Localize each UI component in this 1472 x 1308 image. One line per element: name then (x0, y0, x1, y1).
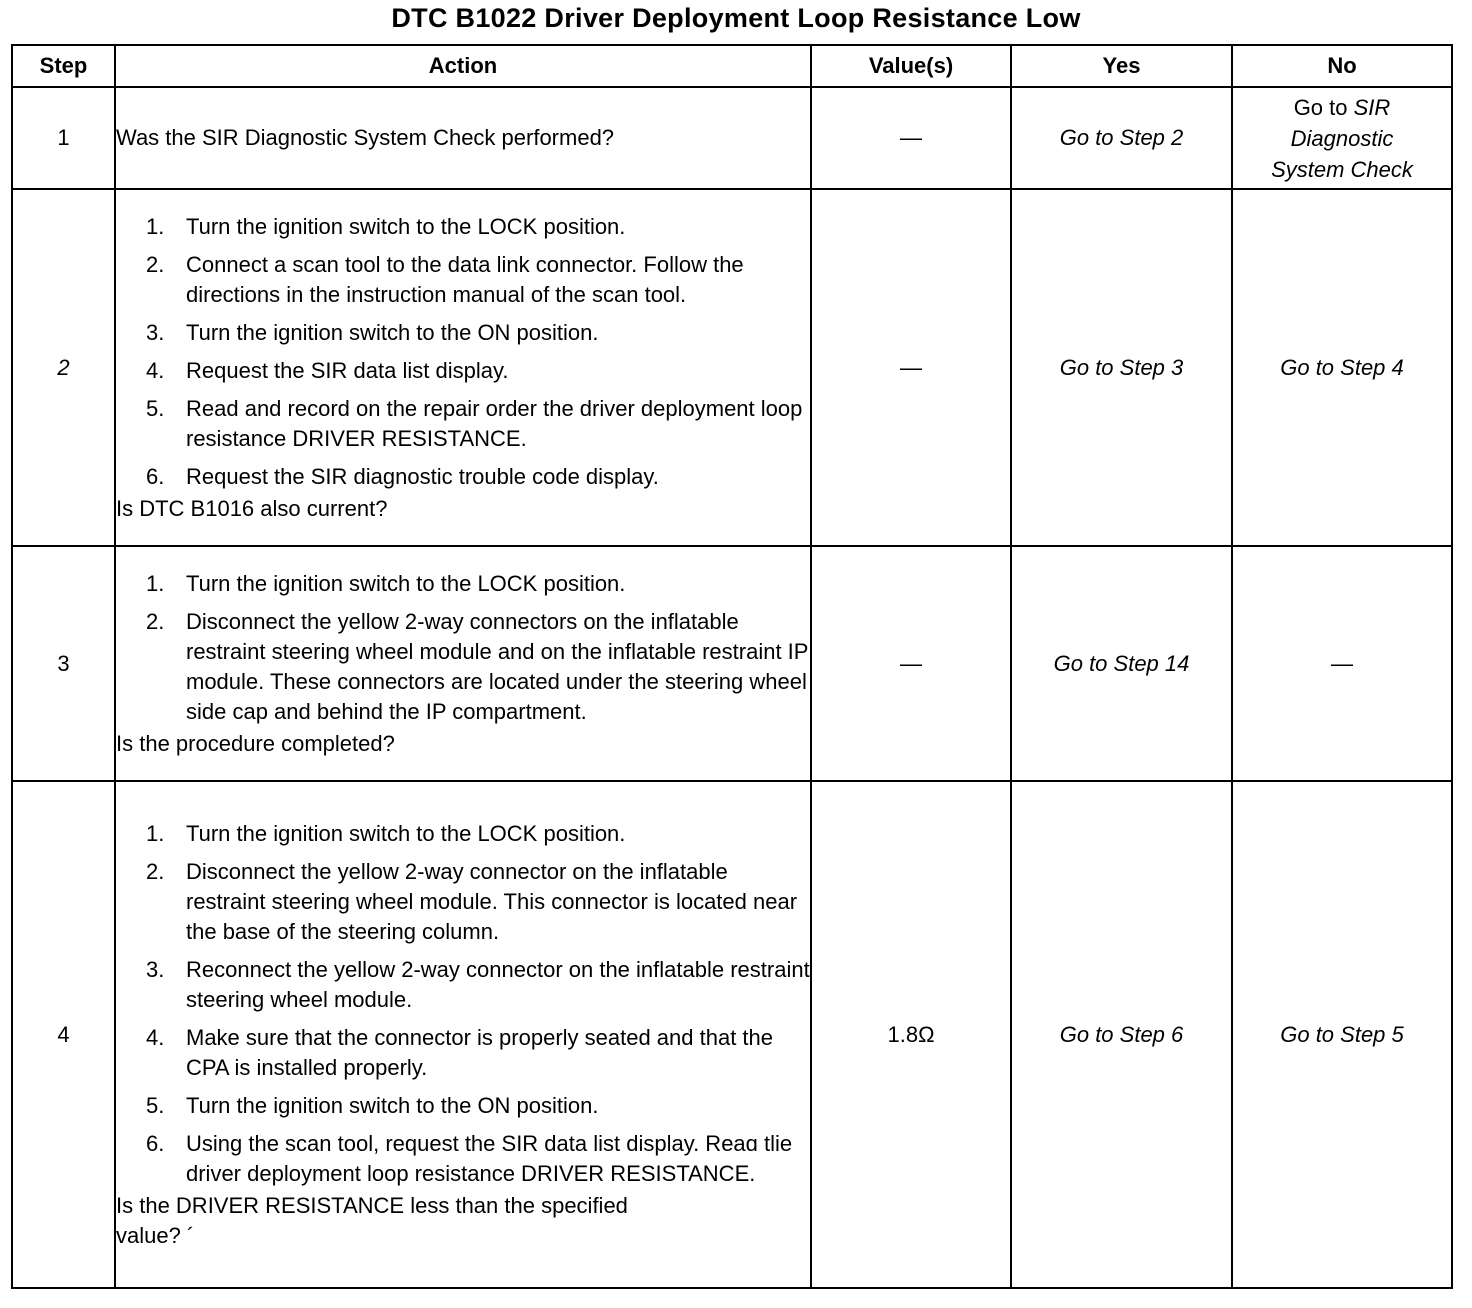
diagnostic-table (11, 44, 1453, 1289)
list-item: 2. Connect a scan tool to the data link connector. Follow the directions in the instruction manual of the scan tool. (146, 251, 744, 307)
question: Is DTC B1016 also current? (116, 495, 388, 521)
list-item: 2. Disconnect the yellow 2-way connector on the inflatable restraint steering wheel module. This connector is located near the base of the steering column. (146, 858, 798, 944)
list-item: 3. Reconnect the yellow 2-way connector on the inflatable restraint steering wheel module. (146, 956, 810, 1012)
header-action: Action (115, 45, 811, 87)
list-item: 3. Turn the ignition switch to the ON position. (146, 319, 599, 345)
substep-list (116, 569, 810, 727)
table-row (12, 781, 1452, 1288)
table-row (12, 87, 1452, 189)
no-cell: — (1232, 546, 1452, 781)
step-number: 3 (12, 546, 115, 781)
substep-list (116, 819, 810, 1189)
header-row (12, 45, 1452, 87)
list-item: 2. Disconnect the yellow 2-way connectors on the inflatable restraint steering wheel module and on the inflatable restraint IP module. These connectors are located under the steering wheel side cap and behind the IP compartment. (146, 608, 809, 724)
value-cell: — (811, 189, 1011, 546)
header-step: Step (12, 45, 115, 87)
list-item: 1. Turn the ignition switch to the LOCK position. (146, 570, 626, 596)
yes-cell: Go to Step 6 (1011, 781, 1232, 1288)
header-values: Value(s) (811, 45, 1011, 87)
no-prefix: Go to (1293, 95, 1354, 120)
header-yes: Yes (1011, 45, 1232, 87)
header-no: No (1232, 45, 1452, 87)
value-cell: — (811, 87, 1011, 189)
list-item: 6. Using the scan tool, request the SIR data list display. Reaɑ tlie driver deployment loop resistance DRIVER RESISTANCE. (146, 1130, 793, 1186)
step-number: 2 (12, 189, 115, 546)
yes-cell: Go to Step 14 (1011, 546, 1232, 781)
list-item: 4. Request the SIR data list display. (146, 357, 509, 383)
table-row (12, 189, 1452, 546)
no-link-system-check: System Check (1271, 157, 1413, 182)
substep-list (116, 212, 810, 492)
question: Was the SIR Diagnostic System Check performed? (116, 125, 615, 150)
yes-cell: Go to Step 3 (1011, 189, 1232, 546)
no-cell (1232, 87, 1452, 189)
table-row (12, 546, 1452, 781)
action-cell (115, 87, 811, 189)
question: Is the procedure completed? (116, 730, 395, 756)
no-link-diagnostic: Diagnostic (1290, 126, 1394, 151)
no-link-sir: SIR (1353, 95, 1391, 120)
step-number: 1 (12, 87, 115, 189)
action-cell (115, 546, 811, 781)
no-cell: Go to Step 5 (1232, 781, 1452, 1288)
no-cell: Go to Step 4 (1232, 189, 1452, 546)
list-item: 1. Turn the ignition switch to the LOCK position. (146, 213, 626, 239)
list-item: 5. Read and record on the repair order the driver deployment loop resistance DRIVER RESISTANCE. (146, 395, 803, 451)
value-cell: — (811, 546, 1011, 781)
action-cell (115, 781, 811, 1288)
page-title: DTC B1022 Driver Deployment Loop Resistance Low (391, 3, 1081, 33)
yes-cell: Go to Step 2 (1011, 87, 1232, 189)
list-item: 5. Turn the ignition switch to the ON position. (146, 1092, 599, 1118)
action-cell (115, 189, 811, 546)
list-item: 4. Make sure that the connector is properly seated and that the CPA is installed properly. (146, 1024, 774, 1080)
step-number: 4 (12, 781, 115, 1288)
value-cell: 1.8Ω (811, 781, 1011, 1288)
list-item: 1. Turn the ignition switch to the LOCK position. (146, 820, 626, 846)
list-item: 6. Request the SIR diagnostic trouble code display. (146, 463, 659, 489)
question: Is the DRIVER RESISTANCE less than the specified value? ´ (116, 1192, 628, 1248)
